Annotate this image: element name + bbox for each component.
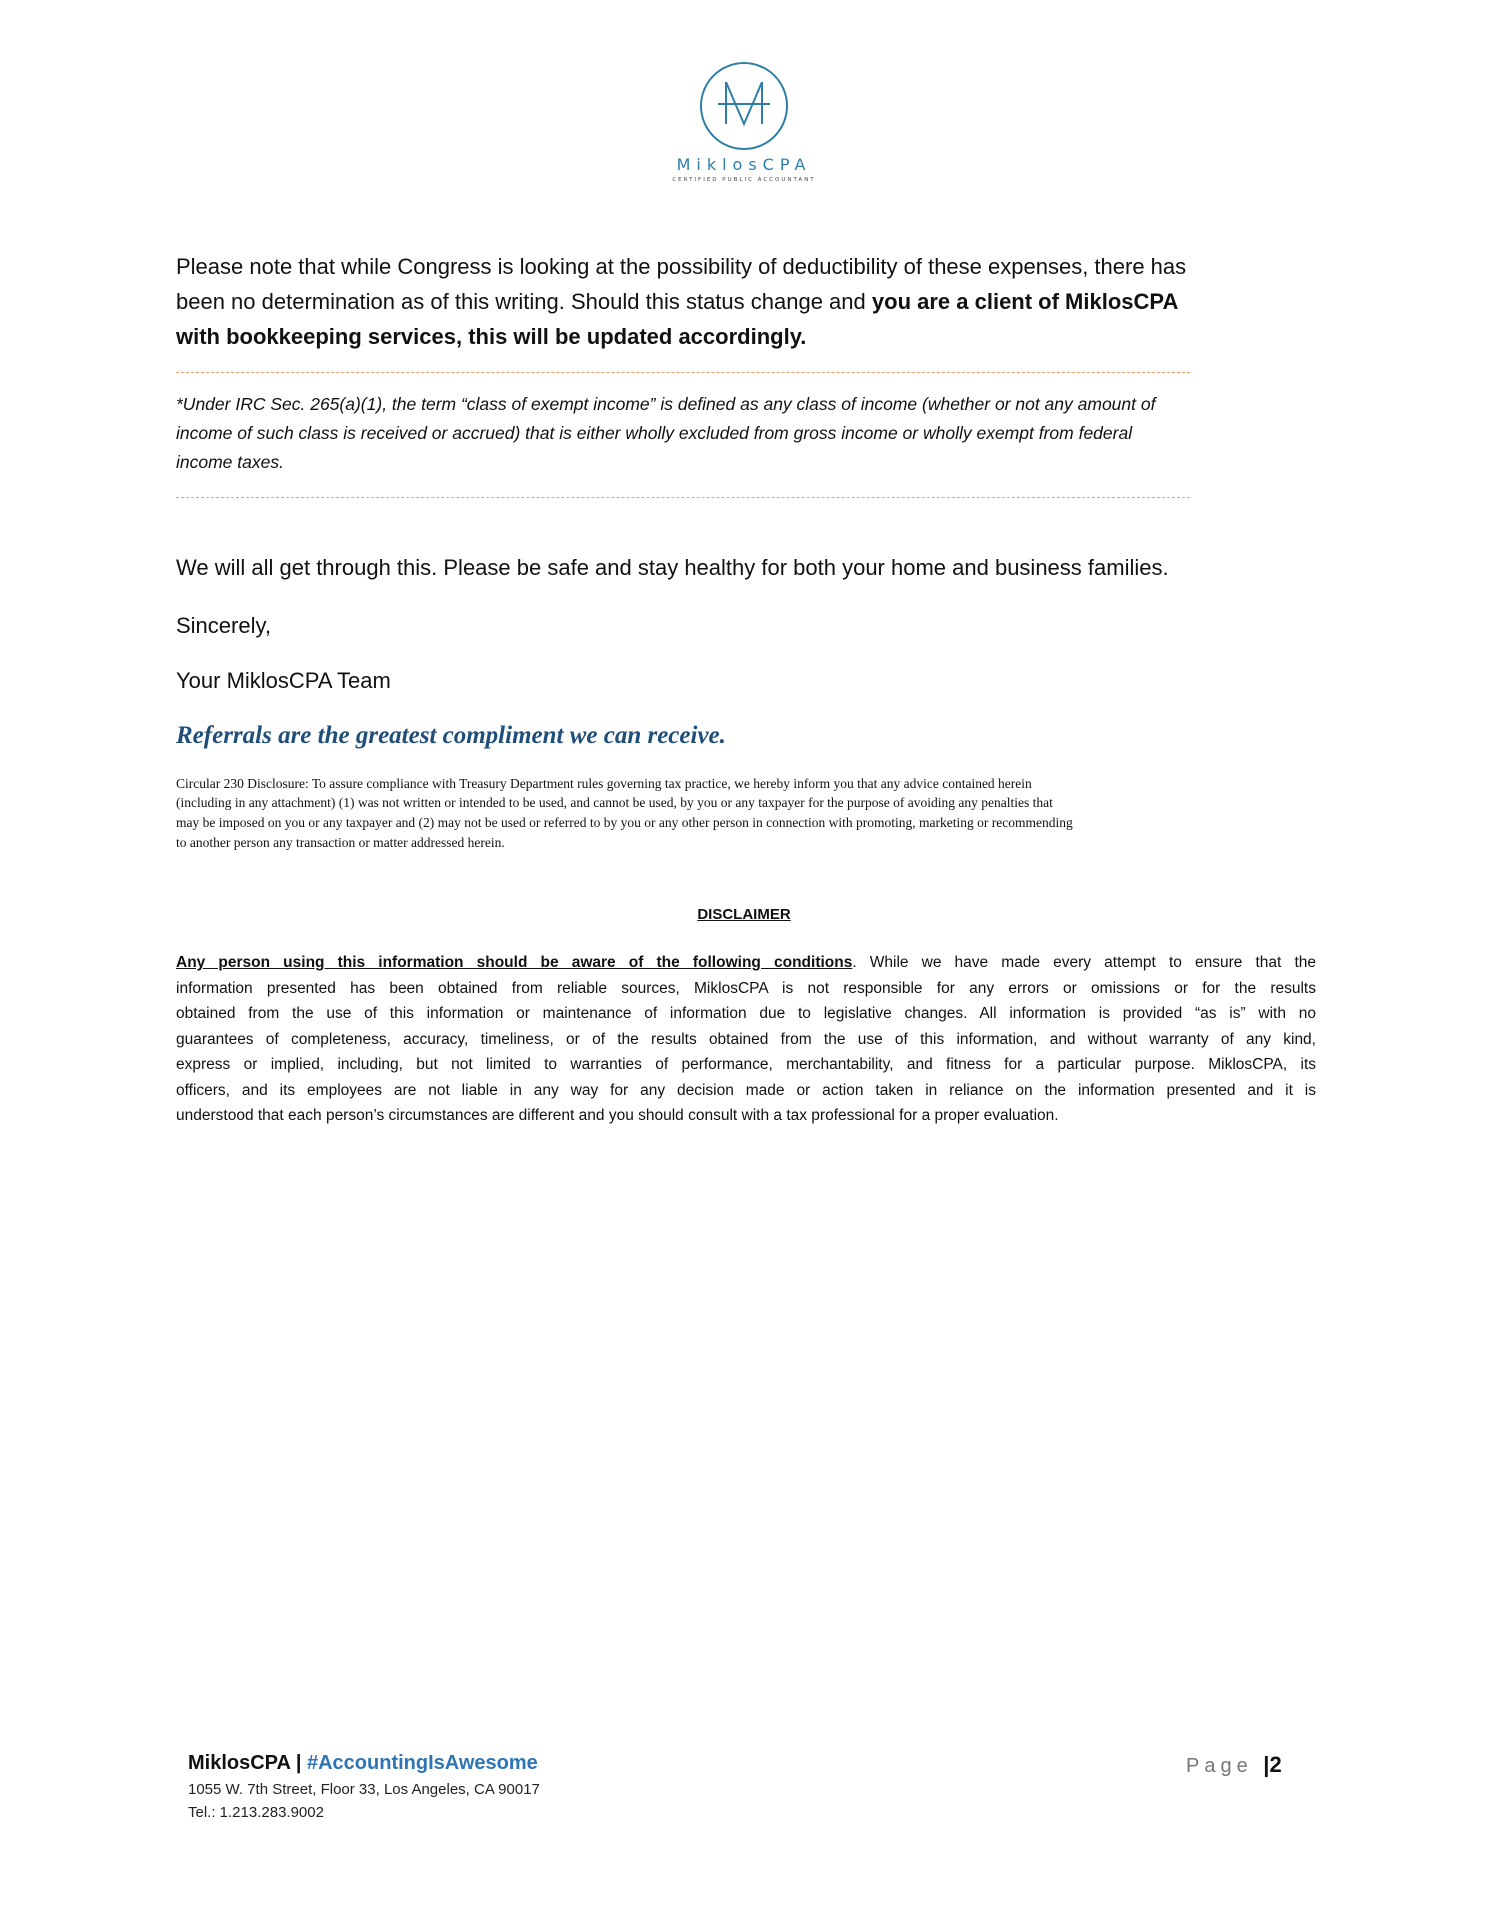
footnote-divider-top xyxy=(176,372,1190,373)
footer-brand: MiklosCPA xyxy=(188,1752,291,1774)
disclaimer-title: DISCLAIMER xyxy=(697,906,791,923)
disclaimer-line-7: understood that each person’s circumstances are different and you should consult with a tax professional for a proper evaluation. xyxy=(176,1107,1059,1124)
footer-address: 1055 W. 7th Street, Floor 33, Los Angeles, CA 90017 xyxy=(188,1781,540,1798)
referrals-tagline: Referrals are the greatest compliment we can receive. xyxy=(176,722,726,749)
disclaimer-line-3: obtained from the use of this information or maintenance of information due to legislative changes. All information is provided “as is” with no xyxy=(176,1005,1316,1022)
intro-line-2-text: been no determination as of this writing. Should this status change and xyxy=(176,289,872,314)
company-logo xyxy=(672,60,816,183)
footnote-line-1: *Under IRC Sec. 265(a)(1), the term “class of exempt income” is defined as any class of income (whether or not any amount of xyxy=(176,394,1156,414)
disclaimer-lead-text: Any person using this information should be aware of the following conditions xyxy=(176,954,853,971)
logo-tagline: CERTIFIED PUBLIC ACCOUNTANT xyxy=(672,177,816,183)
circular230-line-4: to another person any transaction or matter addressed herein. xyxy=(176,835,505,850)
disclaimer-line-2: information presented has been obtained from reliable sources, MiklosCPA is not responsible for any errors or omissions or for the results xyxy=(176,980,1316,997)
intro-bold-bookkeeping: with bookkeeping services, this will be updated accordingly. xyxy=(176,324,807,349)
footnote-line-3: income taxes. xyxy=(176,452,284,472)
intro-line-1: Please note that while Congress is looking at the possibility of deductibility of these expenses, there has xyxy=(176,254,1187,279)
disclaimer-line-4: guarantees of completeness, accuracy, timeliness, or of the results obtained from the use of this information, and without warranty of any kind, xyxy=(176,1031,1316,1048)
monogram-m-icon xyxy=(698,60,790,152)
intro-line-2 xyxy=(176,289,1178,315)
circular230-line-1: Circular 230 Disclosure: To assure compliance with Treasury Department rules governing tax practice, we hereby inform you that any advice contained herein xyxy=(176,776,1032,791)
page-indicator xyxy=(1186,1752,1282,1778)
footer-phone: Tel.: 1.213.283.9002 xyxy=(188,1804,324,1821)
disclaimer-line-6: officers, and its employees are not liable in any way for any decision made or action taken in reliance on the information presented and it is xyxy=(176,1082,1316,1099)
closing-message: We will all get through this. Please be safe and stay healthy for both your home and business families. xyxy=(176,555,1169,580)
footer-brand-line xyxy=(188,1752,538,1775)
closing-salutation: Sincerely, xyxy=(176,613,271,638)
footer-separator: | xyxy=(295,1752,302,1774)
intro-line-3 xyxy=(176,324,806,350)
intro-bold-client: you are a client of MiklosCPA xyxy=(871,289,1179,314)
page-label: Page xyxy=(1186,1755,1253,1777)
circular230-line-3: may be imposed on you or any taxpayer and (2) may not be used or referred to by you or any other person in connection with promoting, marketing or recommending xyxy=(176,815,1073,830)
logo-wordmark: MiklosCPA xyxy=(676,155,812,174)
page-number: 2 xyxy=(1269,1752,1282,1777)
disclaimer-line-1 xyxy=(176,954,1316,972)
footnote-line-2: income of such class is received or accrued) that is either wholly excluded from gross income or wholly exempt from federal xyxy=(176,423,1133,443)
disclaimer-line-5: express or implied, including, but not limited to warranties of performance, merchantability, and fitness for a particular purpose. MiklosCPA, its xyxy=(176,1056,1316,1073)
closing-signature: Your MiklosCPA Team xyxy=(176,668,391,693)
footnote-divider-bottom xyxy=(176,497,1190,498)
footer-hashtag[interactable]: #AccountingIsAwesome xyxy=(306,1752,538,1774)
circular230-line-2: (including in any attachment) (1) was not written or intended to be used, and cannot be used, by you or any taxpayer for the purpose of avoiding any penalties that xyxy=(176,795,1053,810)
page-separator: | xyxy=(1263,1752,1270,1777)
disclaimer-line-1-text: . While we have made every attempt to ensure that the xyxy=(852,954,1317,971)
disclaimer-lead xyxy=(176,954,852,971)
